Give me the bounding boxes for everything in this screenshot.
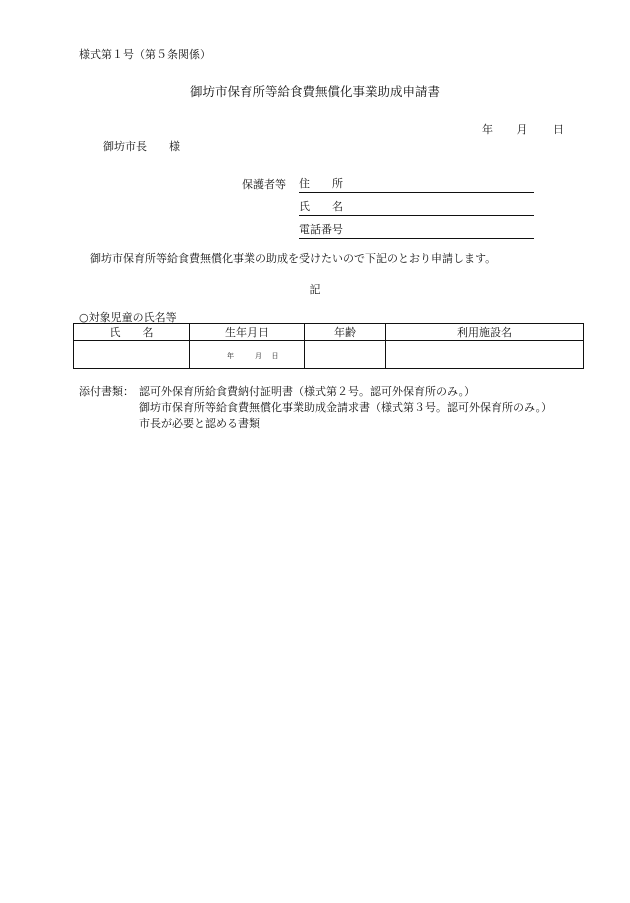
date-month-label: 月 [516,123,528,136]
attachment-item: 認可外保育所給食費納付証明書（様式第２号。認可外保育所のみ。） [139,385,476,398]
table-row [74,341,584,369]
header-name: 氏 名 [74,324,190,341]
section-title: ○対象児童の氏名等 [79,311,177,324]
header-age: 年齢 [305,324,386,341]
birth-day-unit: 日 [271,352,279,360]
attachment-item: 御坊市保育所等給食費無償化事業助成金請求書（様式第３号。認可外保育所のみ。） [139,401,553,414]
attachment-item: 市長が必要と認める書類 [139,417,260,430]
child-name-cell[interactable] [74,341,190,369]
request-statement: 御坊市保育所等給食費無償化事業の助成を受けたいので下記のとおり申請します。 [90,252,497,265]
birth-month-unit: 月 [255,352,262,360]
addressee: 御坊市長 様 [103,140,180,153]
guardian-label: 保護者等 [242,178,286,191]
form-number: 様式第１号（第５条関係） [79,48,211,61]
children-table [73,323,584,369]
ki-heading: 記 [309,283,321,296]
header-birthdate: 生年月日 [190,324,305,341]
date-line [482,121,564,137]
age-cell[interactable] [305,341,386,369]
birth-year-unit: 年 [227,352,234,360]
page-title: 御坊市保育所等給食費無償化事業助成申請書 [189,84,440,99]
address-field[interactable]: 住 所 [299,175,534,193]
facility-cell[interactable] [386,341,584,369]
table-header-row [74,324,584,341]
attachments-label: 添付書類： [79,385,134,398]
phone-field[interactable]: 電話番号 [299,221,534,239]
date-day-label: 日 [553,123,564,136]
date-year-label: 年 [482,123,493,136]
header-facility: 利用施設名 [386,324,584,341]
name-field[interactable]: 氏 名 [299,198,534,216]
birthdate-cell[interactable] [190,341,305,369]
